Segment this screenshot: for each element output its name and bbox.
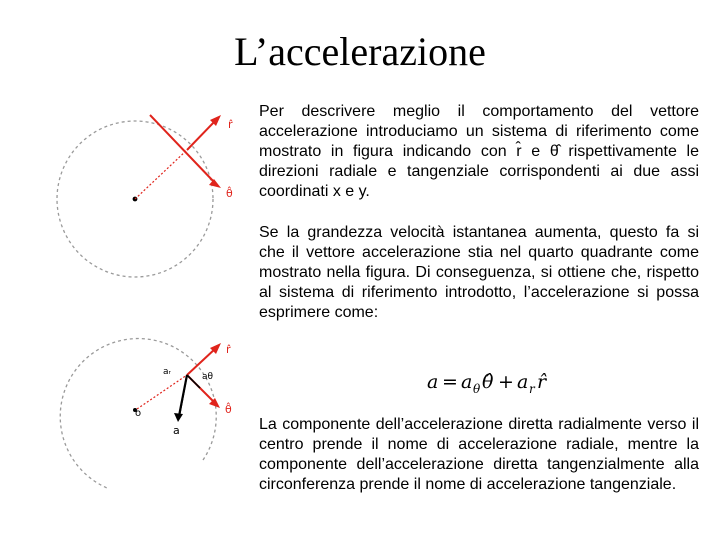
formula-theta-subscript: θ <box>473 382 481 395</box>
formula-r-subscript: r <box>529 382 535 395</box>
formula-a-r: a <box>517 371 529 393</box>
formula-r-hat: r̂ <box>537 371 547 393</box>
intro-paragraph: Per descrivere meglio il comportamento del vettore accelerazione introduciamo un sistema di riferimento come mostrato in figura indicando con r̂ e θ̂ rispettivamente le direzioni radiale e tangenziale corrispondenti ai due assi coordinati x e y. <box>259 103 699 200</box>
third-paragraph: La componente dell’accelerazione diretta radialmente verso il centro prende il nome di accelerazione radiale, mentre la componente dell’accelerazione diretta tangenzialmente alla circonferenza prende il nome di accelerazione tangenziale. <box>259 416 699 493</box>
radial-tangential-figure <box>55 105 245 285</box>
a-theta-component <box>187 375 200 388</box>
formula-plus: + <box>498 371 514 393</box>
a-vector <box>179 375 187 416</box>
page-title: L’accelerazione <box>234 29 486 74</box>
radius-line <box>135 150 187 199</box>
radius-line <box>137 375 187 409</box>
a-r-label: aᵣ <box>163 367 171 377</box>
acceleration-components-figure <box>55 330 245 490</box>
theta-hat-label: θ̂ <box>226 187 233 200</box>
a-vector-arrowhead <box>174 413 183 422</box>
second-paragraph: Se la grandezza velocità istantanea aumenta, questo fa si che il vettore accelerazione stia nel quarto quadrante come mostrato nella figura. Di conseguenza, si ottiene che, rispetto al sistema di riferimento introdotto, l’accelerazione si possa esprimere come: <box>259 224 699 321</box>
a-theta-label: aθ <box>202 372 214 382</box>
a-label: a <box>173 424 180 437</box>
formula-theta-hat: θ̂ <box>482 371 494 393</box>
r-hat-arrow <box>187 348 216 375</box>
acceleration-formula <box>424 365 564 395</box>
r-hat-label: r̂ <box>226 343 231 356</box>
origin-label: o <box>135 408 142 419</box>
formula-a-theta: a <box>461 371 473 393</box>
radial-line <box>150 115 215 183</box>
formula-equals: = <box>442 371 458 393</box>
r-hat-label: r̂ <box>228 118 233 131</box>
theta-hat-label: θ̂ <box>225 403 232 416</box>
formula-lhs: a <box>427 371 439 393</box>
r-hat-arrow <box>187 120 216 150</box>
